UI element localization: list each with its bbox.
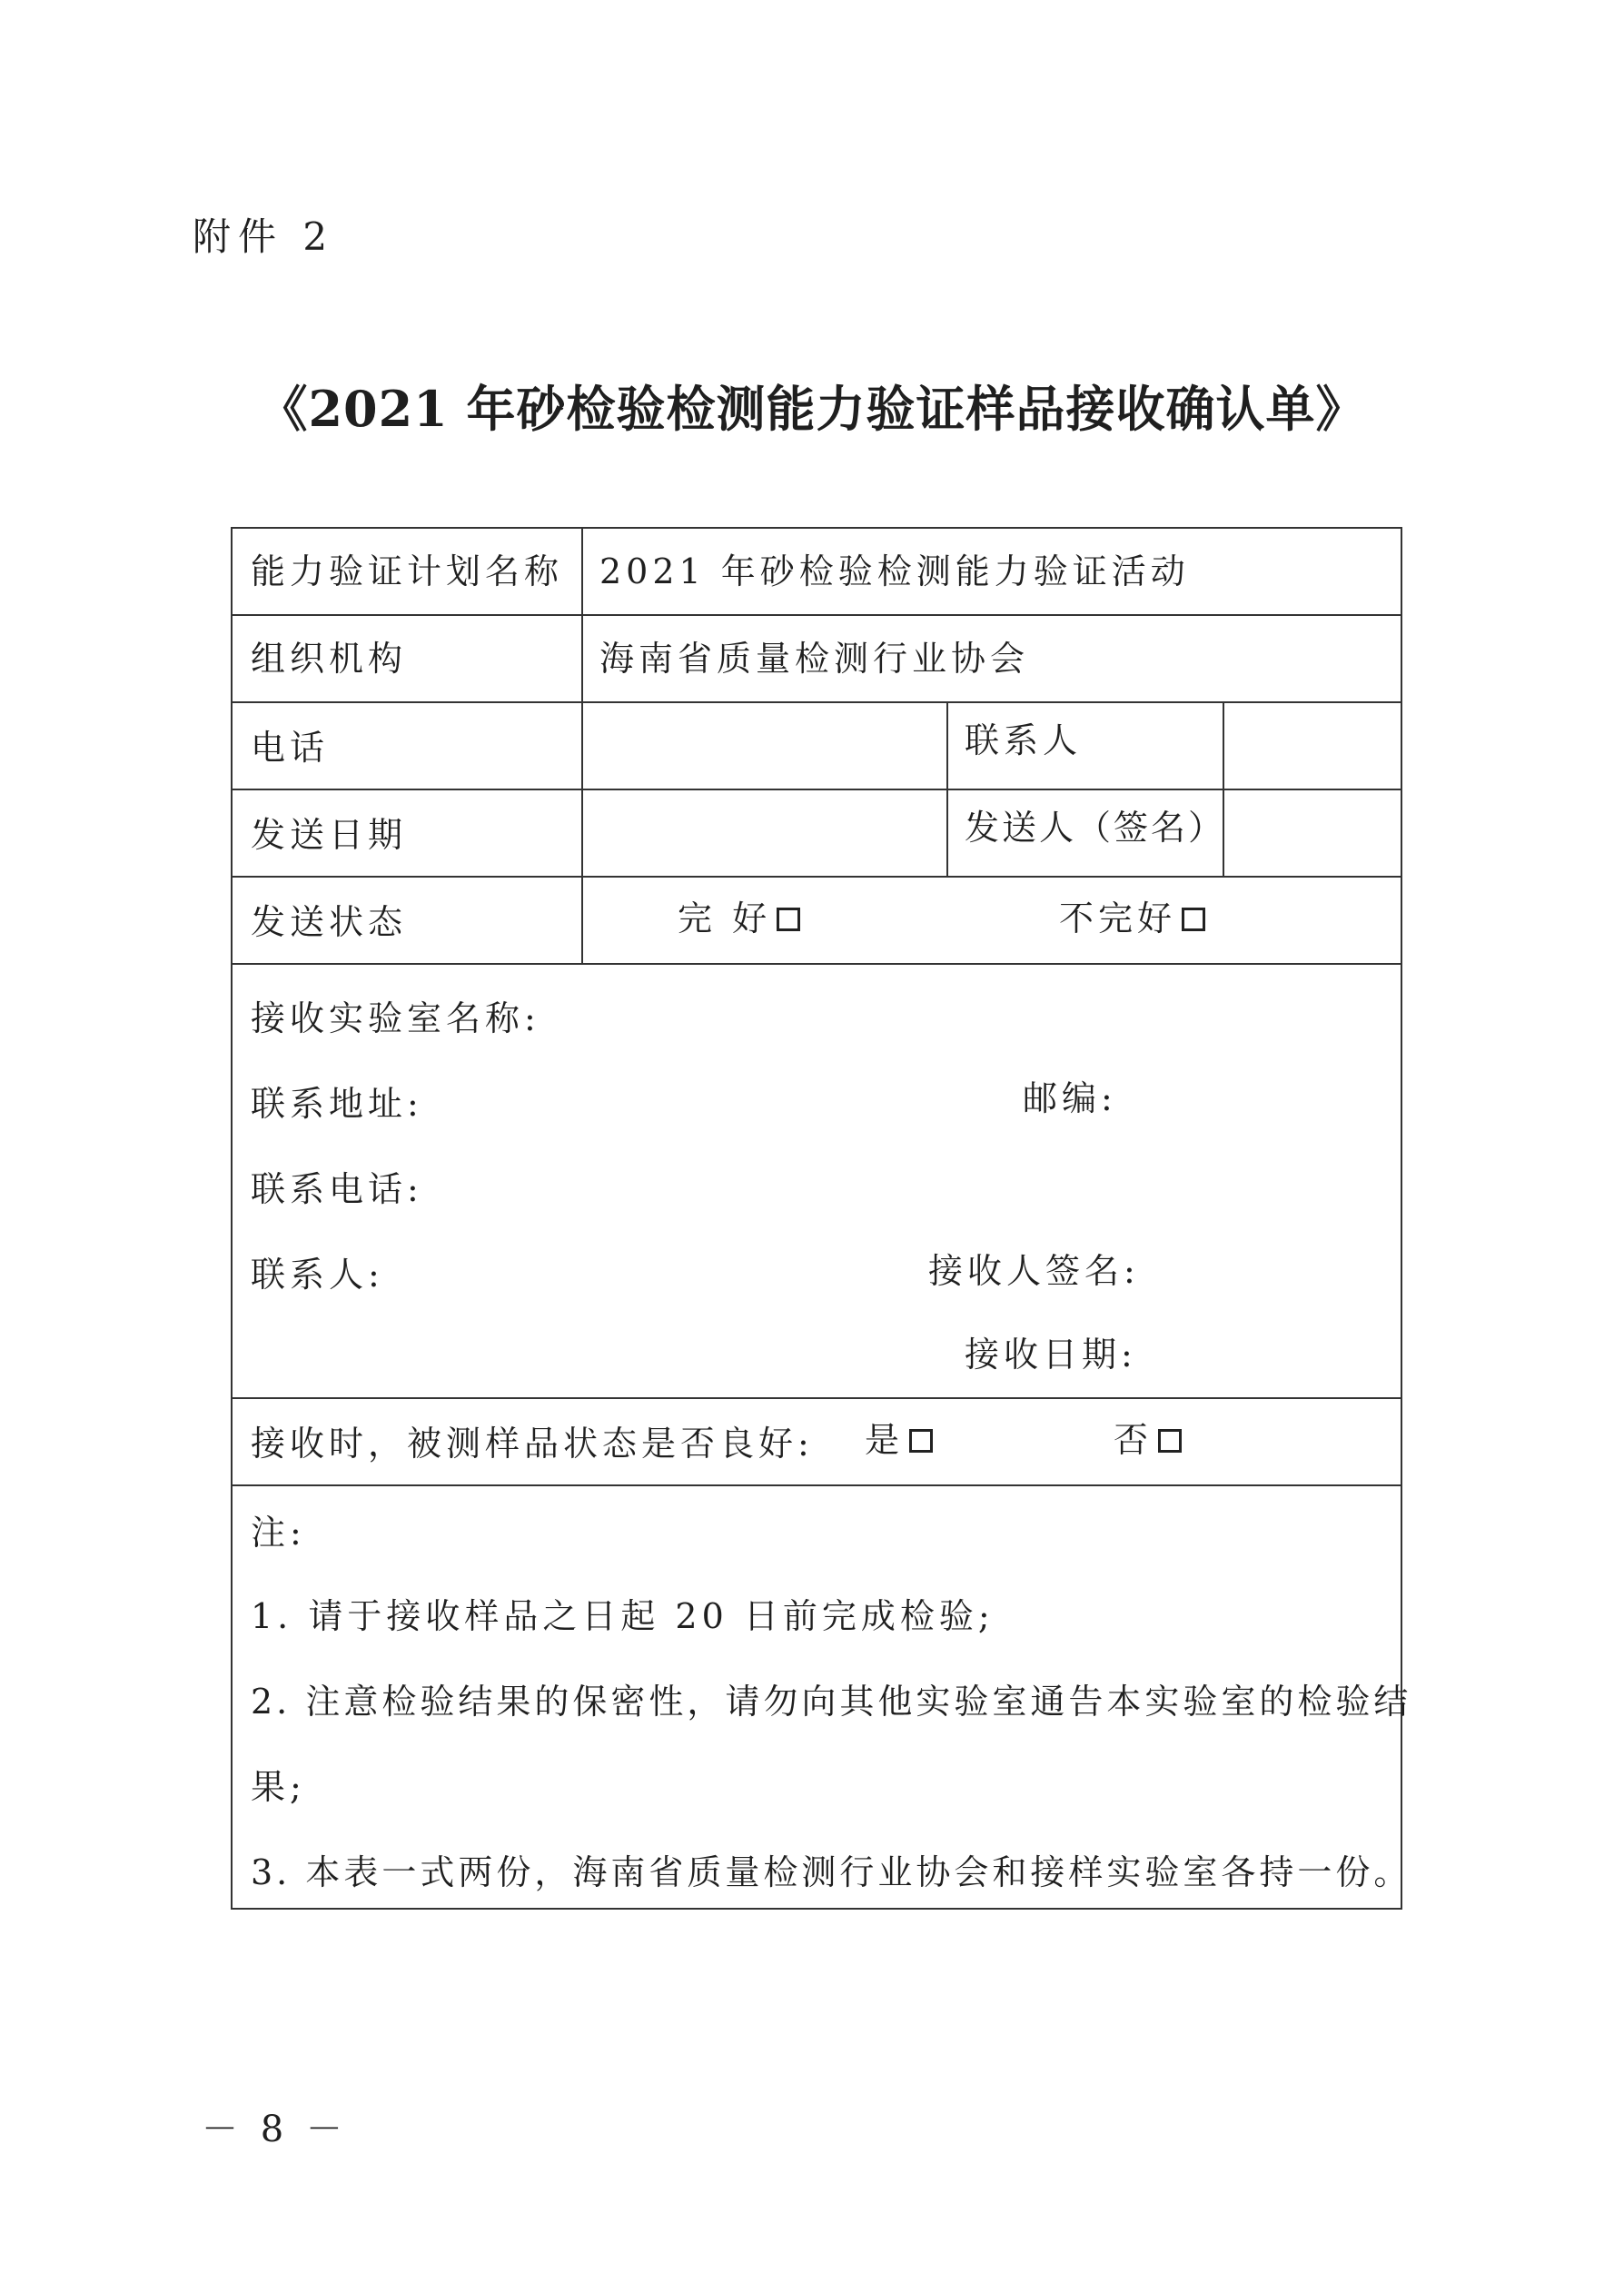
row-divider [233, 963, 1401, 965]
status-good-label: 完 好 [678, 898, 772, 938]
checkbox-icon[interactable] [777, 908, 800, 931]
contact-address-label: 联系地址: [251, 1084, 423, 1124]
row-divider [233, 701, 1401, 703]
organization-value: 海南省质量检测行业协会 [599, 639, 1030, 679]
column-divider [946, 701, 948, 876]
note-item-3: 3. 本表一式两份，海南省质量检测行业协会和接样实验室各持一份。 [251, 1852, 1412, 1892]
row-divider [233, 789, 1401, 790]
row-divider [233, 1397, 1401, 1399]
attachment-label: 附件 2 [193, 214, 335, 259]
note-item-2: 2. 注意检验结果的保密性，请勿向其他实验室通告本实验室的检验结 [251, 1682, 1412, 1722]
condition-no-option[interactable] [1114, 1420, 1182, 1460]
note-item-2-continued: 果; [251, 1767, 306, 1807]
condition-no-label: 否 [1114, 1420, 1154, 1460]
sender-signature-label: 发送人（签名） [965, 808, 1226, 848]
receive-date-label: 接收日期: [965, 1335, 1137, 1375]
contact-phone-label: 联系电话: [251, 1169, 423, 1209]
checkbox-icon[interactable] [1182, 908, 1205, 931]
organization-label: 组织机构 [251, 639, 408, 679]
send-date-label: 发送日期 [251, 815, 408, 855]
document-title: 《2021 年砂检验检测能力验证样品接收确认单》 [258, 380, 1366, 438]
status-good-option[interactable] [678, 898, 800, 938]
checkbox-icon[interactable] [909, 1429, 933, 1453]
receiving-lab-name-label: 接收实验室名称: [251, 998, 540, 1038]
status-bad-option[interactable] [1059, 898, 1205, 938]
condition-yes-label: 是 [865, 1420, 905, 1460]
send-status-label: 发送状态 [251, 902, 408, 942]
contact-label: 联系人 [965, 720, 1083, 760]
row-divider [233, 1484, 1401, 1486]
plan-name-value: 2021 年砂检验检测能力验证活动 [599, 551, 1190, 591]
condition-yes-option[interactable] [865, 1420, 933, 1460]
notes-heading: 注: [251, 1513, 306, 1553]
page-number: － 8 － [202, 2109, 348, 2150]
sample-condition-question: 接收时，被测样品状态是否良好: [251, 1424, 814, 1464]
column-divider [1223, 701, 1224, 876]
checkbox-icon[interactable] [1158, 1429, 1182, 1453]
row-divider [233, 876, 1401, 878]
phone-label: 电话 [251, 728, 330, 768]
receiver-signature-label: 接收人签名: [928, 1251, 1140, 1291]
receiver-contact-label: 联系人: [251, 1255, 384, 1295]
row-divider [233, 614, 1401, 616]
column-divider [581, 529, 583, 963]
confirmation-form [231, 527, 1412, 1910]
note-item-1: 1. 请于接收样品之日起 20 日前完成检验; [251, 1596, 995, 1636]
status-bad-label: 不完好 [1059, 898, 1177, 938]
plan-name-label: 能力验证计划名称 [251, 551, 564, 591]
postcode-label: 邮编: [1023, 1078, 1117, 1118]
